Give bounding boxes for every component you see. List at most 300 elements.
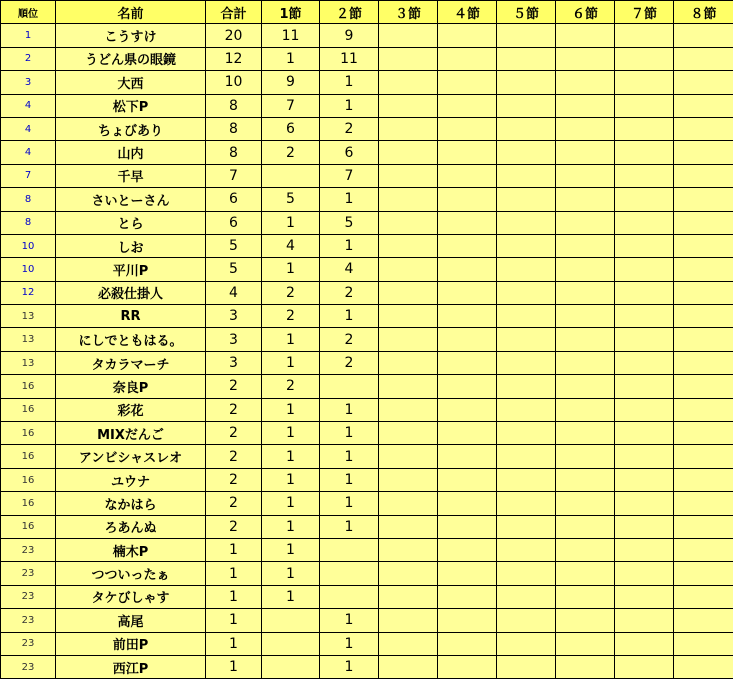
- section-7-cell: [615, 492, 674, 515]
- section-2-cell: 1: [320, 234, 379, 257]
- section-1-cell: [262, 164, 320, 187]
- total-cell: 1: [206, 632, 262, 655]
- section-6-cell: [556, 422, 615, 445]
- section-2-cell: 7: [320, 164, 379, 187]
- section-4-cell: [438, 71, 497, 94]
- rank-cell: 23: [1, 562, 56, 585]
- section-3-cell: [379, 492, 438, 515]
- section-6-cell: [556, 94, 615, 117]
- table-row: [1, 585, 733, 608]
- name-cell: 奈良P: [56, 375, 206, 398]
- total-cell: 1: [206, 538, 262, 561]
- section-7-cell: [615, 258, 674, 281]
- section-7-cell: [615, 445, 674, 468]
- name-cell: 大西: [56, 71, 206, 94]
- section-5-cell: [497, 422, 556, 445]
- table-row: [1, 445, 733, 468]
- section-6-cell: [556, 445, 615, 468]
- section-2-cell: 1: [320, 609, 379, 632]
- table-row: [1, 305, 733, 328]
- table-row: [1, 141, 733, 164]
- header-section-4: ４節: [438, 1, 497, 24]
- section-3-cell: [379, 398, 438, 421]
- rank-cell: 23: [1, 609, 56, 632]
- section-4-cell: [438, 351, 497, 374]
- total-cell: 1: [206, 562, 262, 585]
- section-4-cell: [438, 375, 497, 398]
- total-cell: 8: [206, 117, 262, 140]
- section-8-cell: [674, 328, 733, 351]
- rank-cell: 16: [1, 515, 56, 538]
- section-2-cell: [320, 375, 379, 398]
- section-3-cell: [379, 258, 438, 281]
- section-8-cell: [674, 375, 733, 398]
- name-cell: とら: [56, 211, 206, 234]
- section-6-cell: [556, 468, 615, 491]
- section-5-cell: [497, 375, 556, 398]
- total-cell: 2: [206, 468, 262, 491]
- section-3-cell: [379, 375, 438, 398]
- section-7-cell: [615, 422, 674, 445]
- section-8-cell: [674, 609, 733, 632]
- section-4-cell: [438, 211, 497, 234]
- rank-cell: 2: [1, 47, 56, 70]
- name-cell: 平川P: [56, 258, 206, 281]
- rank-cell: 16: [1, 492, 56, 515]
- header-section-6: ６節: [556, 1, 615, 24]
- section-6-cell: [556, 24, 615, 47]
- section-7-cell: [615, 562, 674, 585]
- section-4-cell: [438, 609, 497, 632]
- section-1-cell: 1: [262, 492, 320, 515]
- section-4-cell: [438, 94, 497, 117]
- section-5-cell: [497, 71, 556, 94]
- section-1-cell: 1: [262, 47, 320, 70]
- total-cell: 7: [206, 164, 262, 187]
- section-7-cell: [615, 47, 674, 70]
- section-2-cell: 2: [320, 281, 379, 304]
- section-6-cell: [556, 234, 615, 257]
- section-6-cell: [556, 492, 615, 515]
- section-4-cell: [438, 422, 497, 445]
- section-6-cell: [556, 71, 615, 94]
- section-7-cell: [615, 632, 674, 655]
- section-1-cell: 2: [262, 305, 320, 328]
- rank-cell: 4: [1, 94, 56, 117]
- name-cell: 高尾: [56, 609, 206, 632]
- name-cell: 必殺仕掛人: [56, 281, 206, 304]
- section-2-cell: 1: [320, 492, 379, 515]
- section-4-cell: [438, 141, 497, 164]
- section-4-cell: [438, 234, 497, 257]
- section-4-cell: [438, 468, 497, 491]
- section-5-cell: [497, 632, 556, 655]
- rank-cell: 7: [1, 164, 56, 187]
- section-5-cell: [497, 141, 556, 164]
- section-2-cell: [320, 562, 379, 585]
- header-name: 名前: [56, 1, 206, 24]
- section-2-cell: 1: [320, 515, 379, 538]
- section-7-cell: [615, 71, 674, 94]
- section-2-cell: 1: [320, 188, 379, 211]
- section-3-cell: [379, 164, 438, 187]
- section-5-cell: [497, 117, 556, 140]
- section-8-cell: [674, 211, 733, 234]
- total-cell: 2: [206, 398, 262, 421]
- section-4-cell: [438, 585, 497, 608]
- section-5-cell: [497, 211, 556, 234]
- section-8-cell: [674, 422, 733, 445]
- section-4-cell: [438, 515, 497, 538]
- table-row: [1, 375, 733, 398]
- section-6-cell: [556, 188, 615, 211]
- section-4-cell: [438, 562, 497, 585]
- section-5-cell: [497, 258, 556, 281]
- section-3-cell: [379, 538, 438, 561]
- section-2-cell: 2: [320, 351, 379, 374]
- section-7-cell: [615, 305, 674, 328]
- section-1-cell: [262, 609, 320, 632]
- name-cell: にしでともはる。: [56, 328, 206, 351]
- name-cell: MIXだんご: [56, 422, 206, 445]
- section-3-cell: [379, 141, 438, 164]
- section-3-cell: [379, 211, 438, 234]
- section-5-cell: [497, 538, 556, 561]
- section-4-cell: [438, 538, 497, 561]
- table-row: [1, 632, 733, 655]
- section-1-cell: [262, 655, 320, 678]
- table-row: [1, 47, 733, 70]
- name-cell: 彩花: [56, 398, 206, 421]
- section-5-cell: [497, 585, 556, 608]
- section-8-cell: [674, 258, 733, 281]
- name-cell: なかはら: [56, 492, 206, 515]
- section-7-cell: [615, 211, 674, 234]
- section-6-cell: [556, 305, 615, 328]
- section-3-cell: [379, 117, 438, 140]
- section-1-cell: 1: [262, 562, 320, 585]
- section-1-cell: 7: [262, 94, 320, 117]
- section-4-cell: [438, 655, 497, 678]
- section-6-cell: [556, 258, 615, 281]
- section-2-cell: 1: [320, 398, 379, 421]
- section-6-cell: [556, 398, 615, 421]
- section-5-cell: [497, 515, 556, 538]
- section-7-cell: [615, 234, 674, 257]
- section-1-cell: 5: [262, 188, 320, 211]
- name-cell: うどん県の眼鏡: [56, 47, 206, 70]
- section-1-cell: 1: [262, 515, 320, 538]
- section-5-cell: [497, 398, 556, 421]
- section-5-cell: [497, 655, 556, 678]
- name-cell: しお: [56, 234, 206, 257]
- section-8-cell: [674, 188, 733, 211]
- section-7-cell: [615, 468, 674, 491]
- total-cell: 3: [206, 305, 262, 328]
- section-6-cell: [556, 538, 615, 561]
- section-6-cell: [556, 351, 615, 374]
- section-4-cell: [438, 328, 497, 351]
- header-section-2: ２節: [320, 1, 379, 24]
- rank-cell: 4: [1, 141, 56, 164]
- section-5-cell: [497, 445, 556, 468]
- section-3-cell: [379, 445, 438, 468]
- section-4-cell: [438, 445, 497, 468]
- total-cell: 1: [206, 585, 262, 608]
- total-cell: 1: [206, 655, 262, 678]
- section-3-cell: [379, 24, 438, 47]
- section-6-cell: [556, 609, 615, 632]
- name-cell: タカラマーチ: [56, 351, 206, 374]
- section-5-cell: [497, 24, 556, 47]
- section-8-cell: [674, 398, 733, 421]
- total-cell: 2: [206, 375, 262, 398]
- header-section-3: ３節: [379, 1, 438, 24]
- section-5-cell: [497, 609, 556, 632]
- rank-cell: 8: [1, 188, 56, 211]
- section-7-cell: [615, 24, 674, 47]
- header-section-7: ７節: [615, 1, 674, 24]
- section-4-cell: [438, 398, 497, 421]
- section-2-cell: 1: [320, 71, 379, 94]
- rank-cell: 1: [1, 24, 56, 47]
- section-2-cell: 5: [320, 211, 379, 234]
- rank-cell: 10: [1, 258, 56, 281]
- section-2-cell: 9: [320, 24, 379, 47]
- section-2-cell: 4: [320, 258, 379, 281]
- section-4-cell: [438, 305, 497, 328]
- table-row: [1, 515, 733, 538]
- section-5-cell: [497, 305, 556, 328]
- section-6-cell: [556, 281, 615, 304]
- table-row: [1, 492, 733, 515]
- section-1-cell: 9: [262, 71, 320, 94]
- section-1-cell: 1: [262, 585, 320, 608]
- section-2-cell: 6: [320, 141, 379, 164]
- section-7-cell: [615, 164, 674, 187]
- section-3-cell: [379, 422, 438, 445]
- table-row: [1, 24, 733, 47]
- rank-cell: 16: [1, 422, 56, 445]
- section-5-cell: [497, 47, 556, 70]
- section-6-cell: [556, 47, 615, 70]
- section-8-cell: [674, 281, 733, 304]
- section-4-cell: [438, 117, 497, 140]
- section-2-cell: 1: [320, 94, 379, 117]
- rank-cell: 23: [1, 655, 56, 678]
- section-7-cell: [615, 398, 674, 421]
- rank-cell: 4: [1, 117, 56, 140]
- name-cell: つついったぁ: [56, 562, 206, 585]
- total-cell: 6: [206, 188, 262, 211]
- total-cell: 8: [206, 94, 262, 117]
- section-6-cell: [556, 211, 615, 234]
- section-3-cell: [379, 562, 438, 585]
- section-2-cell: 11: [320, 47, 379, 70]
- section-3-cell: [379, 71, 438, 94]
- section-5-cell: [497, 234, 556, 257]
- section-3-cell: [379, 281, 438, 304]
- total-cell: 2: [206, 422, 262, 445]
- section-4-cell: [438, 188, 497, 211]
- section-4-cell: [438, 258, 497, 281]
- name-cell: アンビシャスレオ: [56, 445, 206, 468]
- table-row: [1, 71, 733, 94]
- rank-cell: 23: [1, 585, 56, 608]
- table-row: [1, 655, 733, 678]
- section-7-cell: [615, 117, 674, 140]
- section-4-cell: [438, 164, 497, 187]
- section-6-cell: [556, 562, 615, 585]
- section-8-cell: [674, 71, 733, 94]
- section-8-cell: [674, 585, 733, 608]
- total-cell: 8: [206, 141, 262, 164]
- section-2-cell: 1: [320, 468, 379, 491]
- rank-cell: 23: [1, 632, 56, 655]
- section-7-cell: [615, 538, 674, 561]
- section-7-cell: [615, 281, 674, 304]
- table-row: [1, 164, 733, 187]
- table-row: [1, 538, 733, 561]
- total-cell: 3: [206, 328, 262, 351]
- section-1-cell: 1: [262, 468, 320, 491]
- section-8-cell: [674, 47, 733, 70]
- section-8-cell: [674, 117, 733, 140]
- header-rank: 順位: [1, 1, 56, 24]
- table-row: [1, 188, 733, 211]
- table-row: [1, 328, 733, 351]
- section-7-cell: [615, 515, 674, 538]
- table-row: [1, 94, 733, 117]
- name-cell: 楠木P: [56, 538, 206, 561]
- section-7-cell: [615, 94, 674, 117]
- rank-cell: 13: [1, 328, 56, 351]
- total-cell: 2: [206, 515, 262, 538]
- header-row: [1, 1, 733, 24]
- name-cell: 前田P: [56, 632, 206, 655]
- table-row: [1, 117, 733, 140]
- total-cell: 2: [206, 492, 262, 515]
- section-8-cell: [674, 94, 733, 117]
- table-row: [1, 351, 733, 374]
- section-2-cell: 1: [320, 632, 379, 655]
- section-1-cell: 4: [262, 234, 320, 257]
- section-4-cell: [438, 632, 497, 655]
- section-1-cell: 1: [262, 258, 320, 281]
- section-8-cell: [674, 445, 733, 468]
- section-5-cell: [497, 468, 556, 491]
- name-cell: 山内: [56, 141, 206, 164]
- section-4-cell: [438, 492, 497, 515]
- total-cell: 10: [206, 71, 262, 94]
- table-row: [1, 562, 733, 585]
- section-5-cell: [497, 94, 556, 117]
- table-row: [1, 398, 733, 421]
- section-8-cell: [674, 141, 733, 164]
- rank-cell: 16: [1, 398, 56, 421]
- name-cell: ちょびあり: [56, 117, 206, 140]
- section-3-cell: [379, 632, 438, 655]
- section-3-cell: [379, 585, 438, 608]
- section-8-cell: [674, 351, 733, 374]
- section-3-cell: [379, 188, 438, 211]
- section-1-cell: 1: [262, 351, 320, 374]
- section-7-cell: [615, 141, 674, 164]
- table-row: [1, 609, 733, 632]
- name-cell: タケびしゃす: [56, 585, 206, 608]
- section-2-cell: 1: [320, 422, 379, 445]
- section-1-cell: 1: [262, 422, 320, 445]
- header-section-1: 1節: [262, 1, 320, 24]
- section-7-cell: [615, 609, 674, 632]
- rank-cell: 16: [1, 445, 56, 468]
- total-cell: 12: [206, 47, 262, 70]
- table-row: [1, 211, 733, 234]
- section-6-cell: [556, 375, 615, 398]
- section-2-cell: 1: [320, 445, 379, 468]
- section-1-cell: 1: [262, 538, 320, 561]
- section-3-cell: [379, 305, 438, 328]
- section-8-cell: [674, 562, 733, 585]
- total-cell: 1: [206, 609, 262, 632]
- section-6-cell: [556, 655, 615, 678]
- section-1-cell: 11: [262, 24, 320, 47]
- section-3-cell: [379, 655, 438, 678]
- total-cell: 20: [206, 24, 262, 47]
- section-7-cell: [615, 188, 674, 211]
- rank-cell: 13: [1, 351, 56, 374]
- section-7-cell: [615, 655, 674, 678]
- section-4-cell: [438, 47, 497, 70]
- section-8-cell: [674, 164, 733, 187]
- table-row: [1, 468, 733, 491]
- total-cell: 6: [206, 211, 262, 234]
- section-3-cell: [379, 47, 438, 70]
- section-6-cell: [556, 328, 615, 351]
- name-cell: 西江P: [56, 655, 206, 678]
- section-6-cell: [556, 164, 615, 187]
- section-3-cell: [379, 515, 438, 538]
- section-2-cell: 2: [320, 328, 379, 351]
- name-cell: ユウナ: [56, 468, 206, 491]
- section-5-cell: [497, 492, 556, 515]
- total-cell: 5: [206, 234, 262, 257]
- table-row: [1, 234, 733, 257]
- section-3-cell: [379, 94, 438, 117]
- section-8-cell: [674, 632, 733, 655]
- rank-cell: 10: [1, 234, 56, 257]
- rank-cell: 3: [1, 71, 56, 94]
- table-row: [1, 422, 733, 445]
- section-5-cell: [497, 164, 556, 187]
- section-5-cell: [497, 188, 556, 211]
- section-3-cell: [379, 468, 438, 491]
- section-6-cell: [556, 632, 615, 655]
- name-cell: さいとーさん: [56, 188, 206, 211]
- section-6-cell: [556, 585, 615, 608]
- name-cell: RR: [56, 305, 206, 328]
- section-2-cell: [320, 538, 379, 561]
- section-7-cell: [615, 351, 674, 374]
- section-8-cell: [674, 515, 733, 538]
- rank-cell: 23: [1, 538, 56, 561]
- section-3-cell: [379, 351, 438, 374]
- section-6-cell: [556, 141, 615, 164]
- section-8-cell: [674, 538, 733, 561]
- section-3-cell: [379, 234, 438, 257]
- header-section-8: ８節: [674, 1, 733, 24]
- total-cell: 5: [206, 258, 262, 281]
